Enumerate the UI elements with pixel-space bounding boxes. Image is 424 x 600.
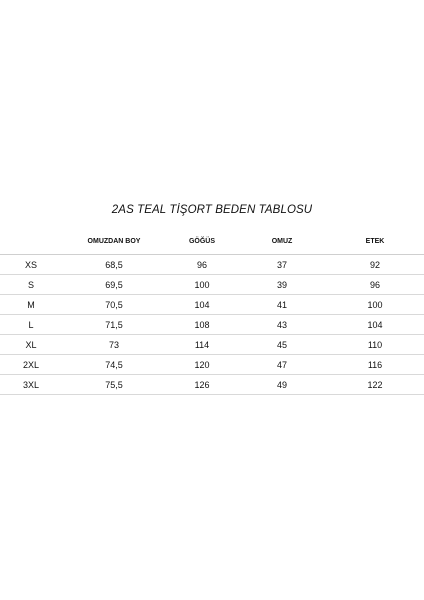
- table-header-row: [0, 228, 424, 255]
- table-header: [0, 228, 424, 255]
- hem-cell: 116: [367, 359, 383, 370]
- table-row: [0, 335, 424, 355]
- size-chart-table: [0, 228, 424, 395]
- shoulder-cell: 47: [276, 359, 287, 370]
- page-title: 2AS TEAL TİŞORT BEDEN TABLOSU: [111, 204, 313, 216]
- chest-cell: 100: [194, 279, 210, 290]
- header-cell-size: [0, 228, 62, 255]
- length-cell: 70,5: [105, 299, 123, 310]
- size-label-cell: M: [27, 299, 35, 310]
- chest-cell: 104: [194, 299, 210, 310]
- length-cell: 68,5: [105, 259, 123, 270]
- chest-cell: 126: [194, 379, 210, 390]
- length-cell: 75,5: [105, 379, 123, 390]
- header-cell-shoulder: OMUZ: [271, 237, 293, 245]
- table-body: [0, 255, 424, 395]
- size-label-cell: S: [27, 279, 34, 290]
- chest-cell: 108: [194, 319, 210, 330]
- table-row: [0, 355, 424, 375]
- length-cell: 74,5: [105, 359, 123, 370]
- hem-cell: 100: [367, 299, 383, 310]
- table-row: [0, 295, 424, 315]
- header-cell-length: OMUZDAN BOY: [87, 237, 141, 245]
- length-cell: 71,5: [105, 319, 123, 330]
- table-row: [0, 275, 424, 295]
- shoulder-cell: 43: [276, 319, 287, 330]
- shoulder-cell: 45: [276, 339, 287, 350]
- length-cell: 69,5: [105, 279, 123, 290]
- size-label-cell: L: [28, 319, 34, 330]
- hem-cell: 92: [369, 259, 380, 270]
- hem-cell: 104: [367, 319, 383, 330]
- size-label-cell: XS: [24, 259, 37, 270]
- table-row: [0, 375, 424, 395]
- header-cell-hem: ETEK: [365, 237, 385, 245]
- size-label-cell: XL: [25, 339, 37, 350]
- size-label-cell: 2XL: [22, 359, 39, 370]
- chest-cell: 114: [194, 339, 210, 350]
- shoulder-cell: 41: [276, 299, 287, 310]
- hem-cell: 110: [367, 339, 383, 350]
- length-cell: 73: [108, 339, 119, 350]
- table-row: [0, 315, 424, 335]
- table-row: [0, 255, 424, 275]
- shoulder-cell: 37: [276, 259, 287, 270]
- shoulder-cell: 39: [276, 279, 287, 290]
- shoulder-cell: 49: [276, 379, 287, 390]
- size-label-cell: 3XL: [22, 379, 39, 390]
- header-cell-chest: GÖĞÜS: [188, 237, 216, 245]
- chest-cell: 96: [196, 259, 207, 270]
- chest-cell: 120: [194, 359, 210, 370]
- hem-cell: 96: [369, 279, 380, 290]
- hem-cell: 122: [367, 379, 383, 390]
